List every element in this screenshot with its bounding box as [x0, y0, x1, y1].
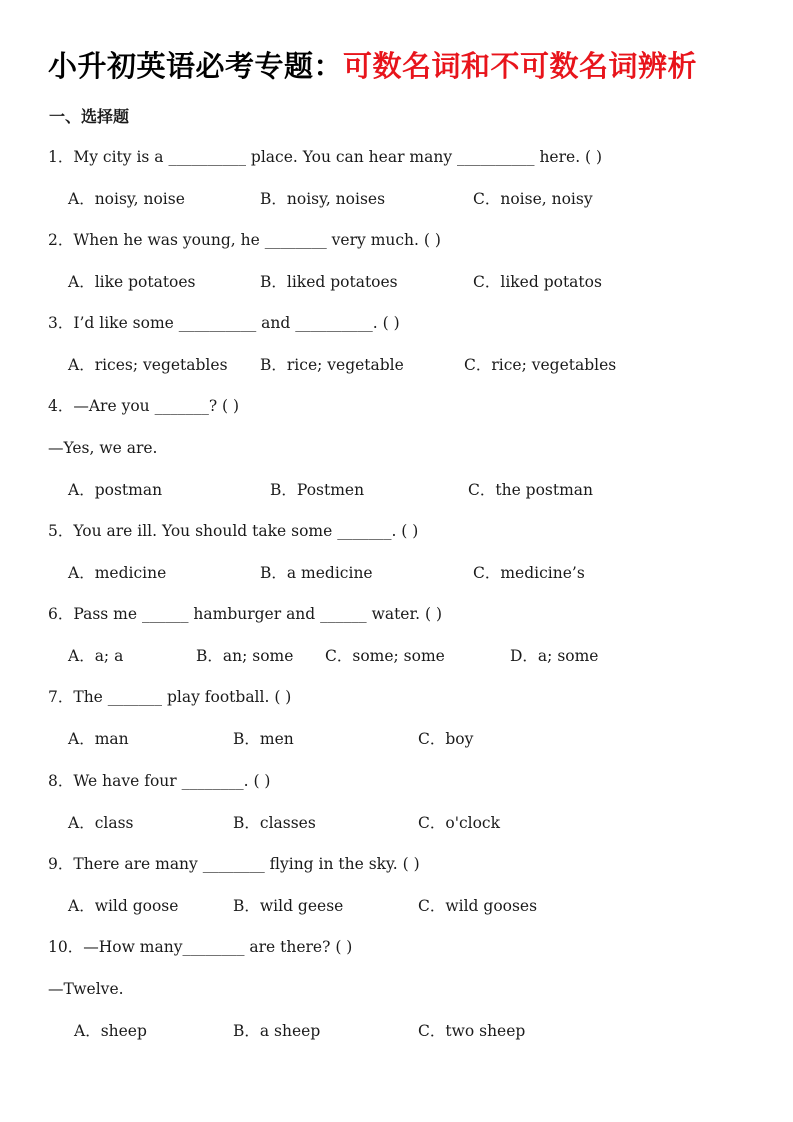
q10-option-a[interactable]: A．sheep: [74, 1022, 147, 1040]
question-8: 8．We have four ________. ( ): [48, 772, 271, 790]
question-10: 10．—How many________ are there? ( ): [48, 938, 353, 956]
q5-option-c[interactable]: C．medicine’s: [473, 564, 585, 582]
q2-option-c[interactable]: C．liked potatos: [473, 273, 602, 291]
q8-option-a[interactable]: A．class: [68, 814, 134, 832]
q2-option-a[interactable]: A．like potatoes: [68, 273, 196, 291]
q9-option-a[interactable]: A．wild goose: [68, 897, 179, 915]
question-5: 5．You are ill. You should take some _______. ( ): [48, 522, 419, 540]
q5-option-a[interactable]: A．medicine: [68, 564, 167, 582]
q6-option-d[interactable]: D．a; some: [510, 647, 599, 665]
q10-reply: —Twelve.: [48, 980, 124, 998]
question-7: 7．The _______ play football. ( ): [48, 688, 292, 706]
title-red-part: 可数名词和不可数名词辨析: [343, 49, 698, 83]
q1-option-a[interactable]: A．noisy, noise: [68, 190, 185, 208]
question-1: 1．My city is a __________ place. You can hear many __________ here. ( ): [48, 148, 603, 166]
q6-option-b[interactable]: B．an; some: [196, 647, 294, 665]
q4-option-a[interactable]: A．postman: [68, 481, 163, 499]
q4-option-c[interactable]: C．the postman: [468, 481, 594, 499]
q7-option-c[interactable]: C．boy: [418, 730, 474, 748]
q7-option-a[interactable]: A．man: [68, 730, 129, 748]
q9-option-b[interactable]: B．wild geese: [233, 897, 344, 915]
q6-option-c[interactable]: C．some; some: [325, 647, 445, 665]
q3-option-a[interactable]: A．rices; vegetables: [68, 356, 228, 374]
q7-option-b[interactable]: B．men: [233, 730, 294, 748]
q4-reply: —Yes, we are.: [48, 439, 158, 457]
q1-option-c[interactable]: C．noise, noisy: [473, 190, 593, 208]
q10-option-c[interactable]: C．two sheep: [418, 1022, 526, 1040]
q4-option-b[interactable]: B．Postmen: [270, 481, 365, 499]
section-heading: 一、选择题: [49, 107, 130, 126]
page-title: [48, 44, 697, 85]
question-2: 2．When he was young, he ________ very much. ( ): [48, 231, 441, 249]
question-6: 6．Pass me ______ hamburger and ______ water. ( ): [48, 605, 443, 623]
question-3: 3．I’d like some __________ and __________. ( ): [48, 314, 400, 332]
q8-option-b[interactable]: B．classes: [233, 814, 316, 832]
q2-option-b[interactable]: B．liked potatoes: [260, 273, 398, 291]
q10-option-b[interactable]: B．a sheep: [233, 1022, 321, 1040]
q9-option-c[interactable]: C．wild gooses: [418, 897, 538, 915]
question-9: 9．There are many ________ flying in the sky. ( ): [48, 855, 420, 873]
q3-option-b[interactable]: B．rice; vegetable: [260, 356, 404, 374]
q5-option-b[interactable]: B．a medicine: [260, 564, 373, 582]
q6-option-a[interactable]: A．a; a: [68, 647, 124, 665]
question-4: 4．—Are you _______? ( ): [48, 397, 240, 415]
q3-option-c[interactable]: C．rice; vegetables: [464, 356, 617, 374]
q8-option-c[interactable]: C．o'clock: [418, 814, 500, 832]
title-black-part: 小升初英语必考专题：: [48, 49, 344, 83]
q1-option-b[interactable]: B．noisy, noises: [260, 190, 386, 208]
